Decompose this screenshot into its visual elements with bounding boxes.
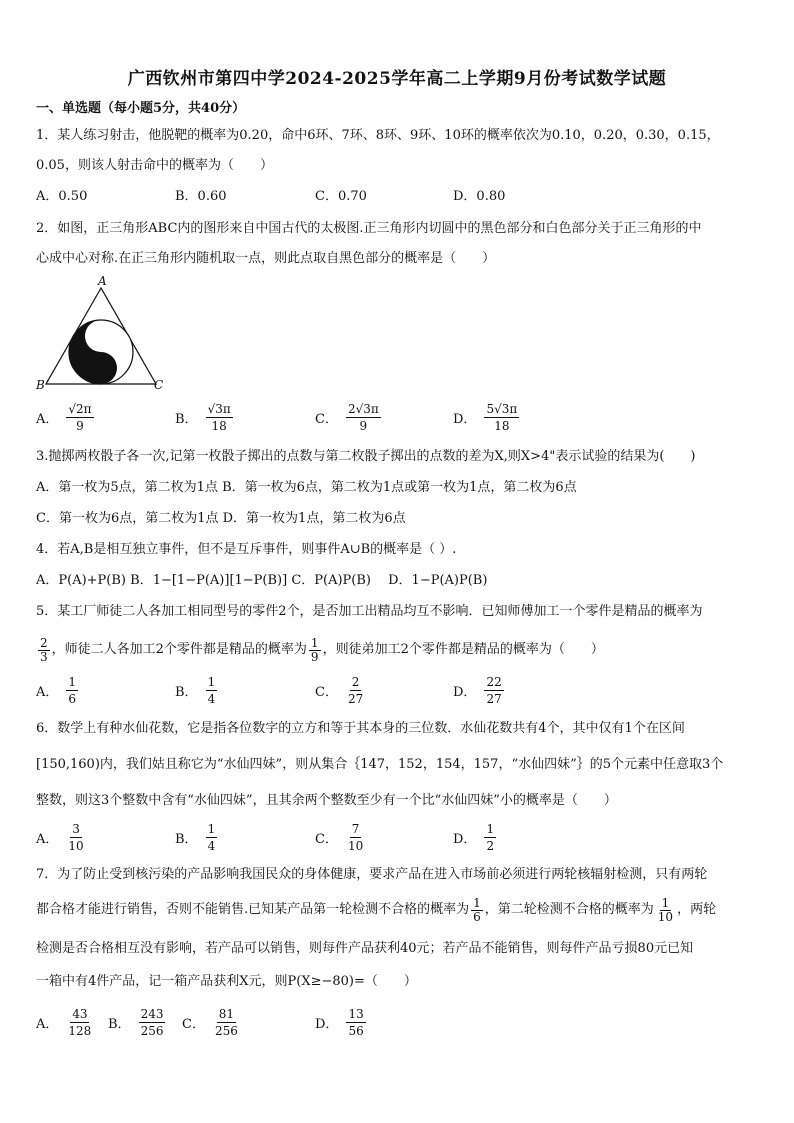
q7-option-a	[36, 1005, 93, 1039]
numerator: 3	[72, 821, 80, 836]
q5-option-a	[36, 673, 78, 707]
fraction	[346, 402, 381, 433]
q7-text-line-1: 7．为了防止受到核污染的产品影响我国民众的身体健康，要求产品在进入市场前必须进行两轮核辐射检测，只有两轮	[36, 867, 708, 882]
q1-text-line-1: 1．某人练习射击，他脱靶的概率为0.20，命中6环、7环、8环、9环、10环的概率依次为0.10，0.20，0.30，0.15，	[36, 128, 720, 143]
q6-options	[36, 820, 736, 860]
numerator: √2π	[68, 401, 92, 416]
numerator: 22	[486, 674, 502, 689]
q5-text-line-2	[36, 632, 604, 668]
q3-text-line-1: 3.抛掷两枚骰子各一次,记第一枚骰子掷出的点数与第二枚骰子掷出的点数的差为X,则X>4"表示试验的结果为( )	[36, 449, 696, 464]
page-title: 广西钦州市第四中学2024-2025学年高二上学期9月份考试数学试题	[127, 69, 667, 89]
option-label: C．	[182, 1016, 205, 1032]
fraction	[206, 402, 233, 433]
numerator: 1	[310, 635, 319, 650]
fraction	[346, 675, 365, 706]
denominator: 10	[68, 838, 84, 853]
denominator: 56	[348, 1023, 364, 1038]
fraction	[213, 1007, 240, 1038]
q6-option-d	[453, 820, 496, 854]
q7-option-b	[108, 1005, 165, 1039]
q5-option-b	[175, 673, 217, 707]
q7-text-line-4: 一箱中有4件产品，记一箱产品获利X元，则P(X≥−80)=（ ）	[36, 974, 417, 989]
numerator: 81	[218, 1006, 235, 1021]
q7-text-part-a: 都合格才能进行销售，否则不能销售.已知某产品第一轮检测不合格的概率为	[36, 902, 470, 917]
q5-option-c	[315, 673, 365, 707]
q6-text-line-1: 6．数学上有种水仙花数，它是指各位数字的立方和等于其本身的三位数．水仙花数共有4个，其中仅有1个在区间	[36, 721, 685, 736]
fraction	[346, 1007, 365, 1038]
option-label: D．	[453, 411, 477, 427]
q2-text-line-2: 心成中心对称.在正三角形内随机取一点，则此点取自黑色部分的概率是（ ）	[36, 251, 496, 266]
denominator: 4	[207, 691, 216, 706]
q7-text-line-2	[36, 892, 716, 928]
numerator: 7	[351, 821, 360, 836]
section-heading: 一、单选题（每小题5分，共40分）	[36, 101, 246, 116]
denominator: 9	[76, 418, 84, 433]
denominator: 27	[347, 691, 364, 706]
q2-option-c	[315, 400, 381, 434]
fraction	[656, 897, 675, 924]
q7-option-c	[182, 1005, 240, 1039]
denominator: 10	[657, 909, 674, 924]
q3-options-line-2: C．第一枚为6点，第二枚为1点 D．第一枚为1点，第二枚为6点	[36, 511, 406, 526]
q2-text-line-1: 2．如图，正三角形ABC内的图形来自中国古代的太极图.正三角形内切圆中的黑色部分和白色部分关于正三角形的中	[36, 221, 702, 236]
fraction	[484, 675, 503, 706]
numerator: 13	[348, 1006, 364, 1021]
q5-option-d	[453, 673, 504, 707]
denominator: 27	[486, 691, 502, 706]
option-label: C．	[315, 684, 338, 700]
q7-option-d	[315, 1005, 366, 1039]
option-label: B．	[108, 1016, 131, 1032]
q7-options	[36, 1005, 736, 1045]
option-label: D．	[453, 831, 477, 847]
denominator: 9	[359, 418, 368, 433]
fraction	[38, 637, 50, 664]
fraction	[66, 675, 78, 706]
denominator: 10	[347, 838, 364, 853]
numerator: 2√3π	[347, 401, 379, 416]
vertex-label-b: B	[36, 378, 45, 392]
fraction	[206, 675, 218, 706]
fraction	[66, 822, 85, 853]
numerator: 1	[207, 674, 216, 689]
option-label: A．	[36, 831, 59, 847]
option-label: C．	[315, 831, 338, 847]
q1-option-a: A．0.50	[36, 189, 88, 204]
numerator: 5√3π	[486, 401, 518, 416]
q7-text-line-3: 检测是否合格相互没有影响，若产品可以销售，则每件产品获利40元；若产品不能销售，则每件产品亏损80元已知	[36, 941, 694, 956]
q2-options	[36, 400, 736, 440]
numerator: 1	[661, 895, 670, 910]
numerator: 2	[40, 635, 48, 650]
option-label: D．	[453, 684, 477, 700]
denominator: 18	[211, 418, 227, 433]
q5-text-line-1: 5．某工厂师徒二人各加工相同型号的零件2个，是否加工出精品均互不影响．已知师傅加工一个零件是精品的概率为	[36, 604, 703, 619]
fraction	[471, 897, 483, 924]
option-label: A．	[36, 411, 59, 427]
q2-option-d	[453, 400, 519, 434]
taiji-triangle-diagram	[36, 280, 166, 390]
numerator: 43	[72, 1006, 88, 1021]
numerator: 243	[140, 1006, 164, 1021]
option-label: B．	[175, 411, 198, 427]
denominator: 256	[140, 1023, 164, 1038]
numerator: 1	[207, 821, 216, 836]
q7-text-part-b: ，第二轮检测不合格的概率为	[484, 902, 654, 917]
numerator: 1	[473, 895, 481, 910]
numerator: √3π	[207, 401, 231, 416]
q5-options	[36, 673, 736, 713]
denominator: 6	[68, 691, 77, 706]
option-label: C．	[315, 411, 338, 427]
q5-text-mid: ，师徒二人各加工2个零件都是精品的概率为	[51, 642, 307, 657]
q1-option-b: B．0.60	[175, 189, 227, 204]
q4-options-line: A．P(A)+P(B) B．1−[1−P(A)][1−P(B)] C．P(A)P(B) D．1−P(A)P(B)	[36, 573, 488, 588]
numerator: 1	[68, 674, 77, 689]
q6-option-a	[36, 820, 86, 854]
fraction	[66, 402, 93, 433]
q2-option-a	[36, 400, 94, 434]
numerator: 2	[351, 674, 360, 689]
denominator: 9	[310, 649, 319, 664]
denominator: 256	[214, 1023, 238, 1038]
fraction	[484, 822, 496, 853]
fraction	[346, 822, 365, 853]
option-label: A．	[36, 684, 59, 700]
option-label: B．	[175, 831, 198, 847]
denominator: 3	[40, 649, 48, 664]
denominator: 18	[494, 418, 510, 433]
fraction	[139, 1007, 166, 1038]
denominator: 6	[473, 909, 481, 924]
q1-option-c: C．0.70	[315, 189, 367, 204]
q5-text-tail: ，则徒弟加工2个零件都是精品的概率为（ ）	[322, 642, 604, 657]
taiji-triangle-figure	[36, 274, 166, 392]
q3-options-line-1: A．第一枚为5点，第二枚为1点 B．第一枚为6点，第二枚为1点或第一枚为1点，第二枚为6点	[36, 480, 577, 495]
q6-text-line-3: 整数，则这3个整数中含有“水仙四妹”，且其余两个整数至少有一个比“水仙四妹”小的概率是（ ）	[36, 793, 617, 808]
q1-text-line-2: 0.05，则该人射击命中的概率为（ ）	[36, 158, 273, 173]
fraction	[484, 402, 519, 433]
vertex-label-c: C	[154, 378, 164, 392]
q4-text-line-1: 4．若A,B是相互独立事件，但不是互斥事件，则事件A∪B的概率是（ ）.	[36, 542, 457, 557]
fraction	[66, 1007, 93, 1038]
fraction	[309, 637, 321, 664]
option-label: A．	[36, 1016, 59, 1032]
q6-option-c	[315, 820, 365, 854]
vertex-label-a: A	[98, 274, 107, 288]
option-label: D．	[315, 1016, 339, 1032]
q7-text-part-c: ，两轮	[677, 902, 717, 917]
q2-option-b	[175, 400, 233, 434]
denominator: 4	[207, 838, 216, 853]
q1-option-d: D．0.80	[453, 189, 506, 204]
q6-text-line-2: [150,160)内，我们姑且称它为“水仙四妹”，则从集合｛147，152，154，157，“水仙四妹”｝的5个元素中任意取3个	[36, 757, 724, 772]
numerator: 1	[486, 821, 495, 836]
denominator: 2	[486, 838, 495, 853]
fraction	[206, 822, 218, 853]
denominator: 128	[68, 1023, 92, 1038]
option-label: B．	[175, 684, 198, 700]
q6-option-b	[175, 820, 217, 854]
